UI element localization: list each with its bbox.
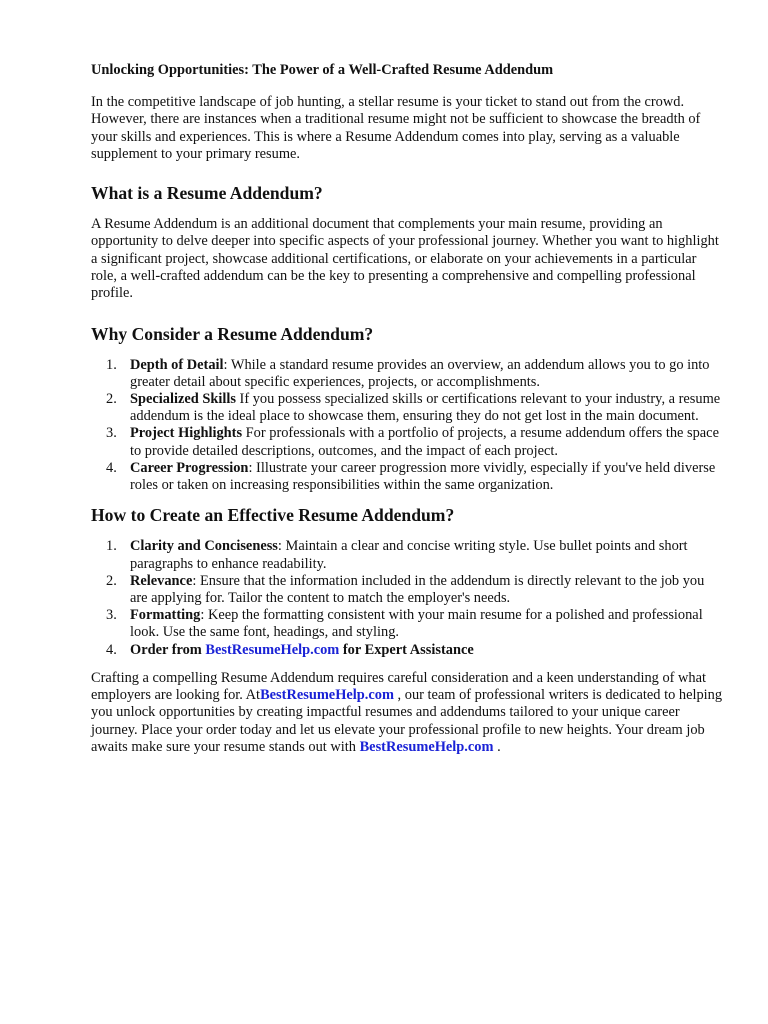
- bestresumehelp-link[interactable]: BestResumeHelp.com: [359, 738, 494, 755]
- list-number: 4.: [106, 459, 117, 476]
- list-separator: :: [200, 607, 205, 624]
- list-number: 1.: [106, 538, 117, 555]
- how-list: [91, 538, 724, 658]
- why-list: [91, 357, 724, 495]
- list-text: For professionals with a portfolio of projects, a resume addendum offers the space to provide detailed descriptions, outcomes, and the impact of each project.: [130, 425, 719, 459]
- order-suffix: for Expert Assistance: [339, 641, 474, 658]
- list-separator: :: [192, 572, 197, 589]
- list-text: Maintain a clear and concise writing style. Use bullet points and short paragraphs to enhance readability.: [130, 538, 688, 572]
- heading-what-is-addendum: What is a Resume Addendum?: [91, 183, 323, 204]
- list-item: [91, 357, 724, 391]
- list-separator: :: [248, 459, 253, 476]
- list-number: 2.: [106, 572, 117, 589]
- list-item: [91, 460, 724, 494]
- order-prefix: Order from: [130, 641, 206, 658]
- list-term: Clarity and Conciseness: [130, 538, 278, 555]
- list-text: Illustrate your career progression more vividly, especially if you've held diverse roles or taken on increasing responsibilities within the same organization.: [130, 459, 716, 494]
- list-item: [91, 538, 724, 572]
- closing-text-3: .: [493, 738, 501, 755]
- list-number: 4.: [106, 641, 117, 658]
- heading-how-to-create: How to Create an Effective Resume Addendum?: [91, 505, 455, 526]
- list-term: Project Highlights: [130, 425, 243, 442]
- list-item: [91, 425, 724, 459]
- list-text: If you possess specialized skills or certifications relevant to your industry, a resume addendum is the ideal place to showcase them, ensuring they do not get lost in the main document.: [130, 391, 721, 425]
- list-item: [91, 607, 724, 641]
- list-separator: :: [277, 538, 282, 555]
- list-text: Ensure that the information included in the addendum is directly relevant to the job you are applying for. Tailor the content to match the employer's needs.: [130, 572, 705, 606]
- what-is-paragraph: A Resume Addendum is an additional document that complements your main resume, providing an opportunity to delve deeper into specific aspects of your professional journey. Whether you want to highlight a significant project, showcase additional certifications, or elaborate on your achievements in a particular role, a well-crafted addendum can be the key to presenting a comprehensive and compelling professional profile.: [91, 216, 719, 302]
- list-term: Specialized Skills: [130, 391, 236, 408]
- heading-why-consider: Why Consider a Resume Addendum?: [91, 323, 374, 344]
- document-title: Unlocking Opportunities: The Power of a Well-Crafted Resume Addendum: [91, 62, 554, 78]
- list-term: Relevance: [130, 572, 193, 589]
- list-term: Career Progression: [130, 459, 249, 476]
- list-item: [91, 573, 724, 607]
- closing-text-2: , our team of professional writers is dedicated to helping you unlock opportunities by creating impactful resumes and addendums tailored to your unique career journey. Place your order today and let us elevate your professional profile to new heights. Your dream job awaits make sure your resume stands out with: [91, 687, 723, 755]
- list-item: [91, 391, 724, 425]
- intro-paragraph: In the competitive landscape of job hunting, a stellar resume is your ticket to stand out from the crowd. However, there are instances when a traditional resume might not be sufficient to showcase the breadth of your skills and experiences. This is where a Resume Addendum comes into play, serving as a valuable supplement to your primary resume.: [91, 94, 701, 162]
- bestresumehelp-link[interactable]: BestResumeHelp.com: [205, 641, 340, 658]
- list-number: 2.: [106, 391, 117, 408]
- closing-paragraph: [91, 670, 724, 756]
- list-number: 3.: [106, 607, 117, 624]
- list-separator: :: [223, 356, 228, 373]
- list-number: 1.: [106, 356, 117, 373]
- list-text: Keep the formatting consistent with your main resume for a polished and professional look. Use the same font, headings, and styling.: [130, 607, 703, 641]
- list-number: 3.: [106, 425, 117, 442]
- list-item-order: [91, 642, 724, 659]
- list-term: Formatting: [130, 607, 201, 624]
- list-text: While a standard resume provides an overview, an addendum allows you to go into greater detail about specific experiences, projects, or accomplishments.: [130, 356, 710, 390]
- list-term: Depth of Detail: [130, 356, 224, 373]
- bestresumehelp-link[interactable]: BestResumeHelp.com: [260, 687, 394, 704]
- closing-text-1: Crafting a compelling Resume Addendum requires careful consideration and a keen understanding of what employers are looking for. At: [91, 669, 707, 704]
